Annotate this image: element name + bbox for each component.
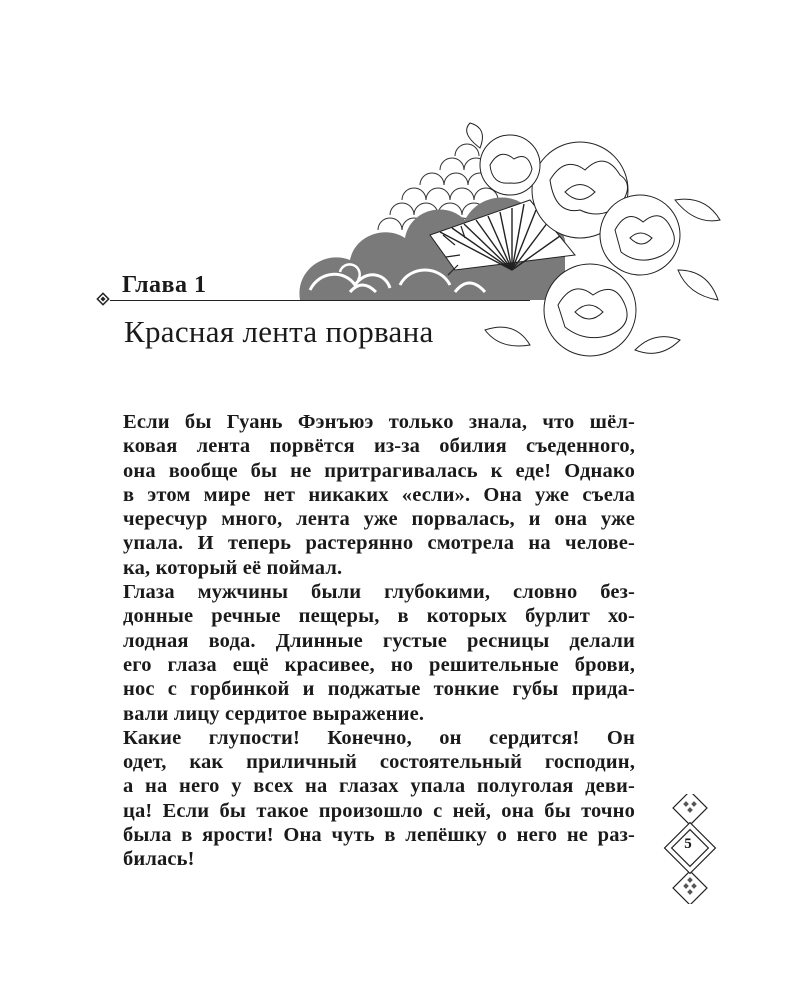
text-line: билась! xyxy=(123,848,195,871)
text-line: была в ярости! Она чуть в лепёшку о него не раз- xyxy=(123,824,635,847)
text-line: она вообще бы не притрагивалась к еде! Однако xyxy=(123,459,635,482)
text-line: Какие глупости! Конечно, он сердится! Он xyxy=(123,726,635,749)
chapter-rule xyxy=(110,300,530,301)
text-line: нос с горбинкой и поджатые тонкие губы прида- xyxy=(123,678,635,701)
text-line: его глаза ещё красивее, но решительные брови, xyxy=(123,653,635,676)
text-line: одет, как приличный состоятельный господин, xyxy=(123,751,635,774)
text-line: Глаза мужчины были глубокими, словно без- xyxy=(123,581,635,604)
text-line: ка, который её поймал. xyxy=(123,556,343,579)
text-line: ца! Если бы такое произошло с ней, она бы точно xyxy=(123,799,635,822)
text-line: а на него у всех на глазах упала полуголая деви- xyxy=(123,775,635,798)
text-line: донные речные пещеры, в которых бурлит хо- xyxy=(123,605,635,628)
body-text xyxy=(123,410,635,872)
text-line: в этом мире нет никаких «если». Она уже съела xyxy=(123,483,635,506)
diamond-ornament-icon xyxy=(96,292,110,306)
chapter-title: Красная лента порвана xyxy=(124,314,434,349)
text-line: ковая лента порвётся из-за обилия съеденного, xyxy=(123,435,635,458)
text-line: упала. И теперь растерянно смотрела на челове- xyxy=(123,532,635,555)
text-line: чересчур много, лента уже порвалась, и она уже xyxy=(123,508,635,531)
chapter-label: Глава 1 xyxy=(122,272,207,298)
text-line: Если бы Гуань Фэнъюэ только знала, что шёл- xyxy=(123,411,635,433)
page-number: 5 xyxy=(684,836,692,852)
text-line: вали лицу сердитое выражение. xyxy=(123,702,425,725)
text-line: лодная вода. Длинные густые ресницы делали xyxy=(123,629,635,652)
